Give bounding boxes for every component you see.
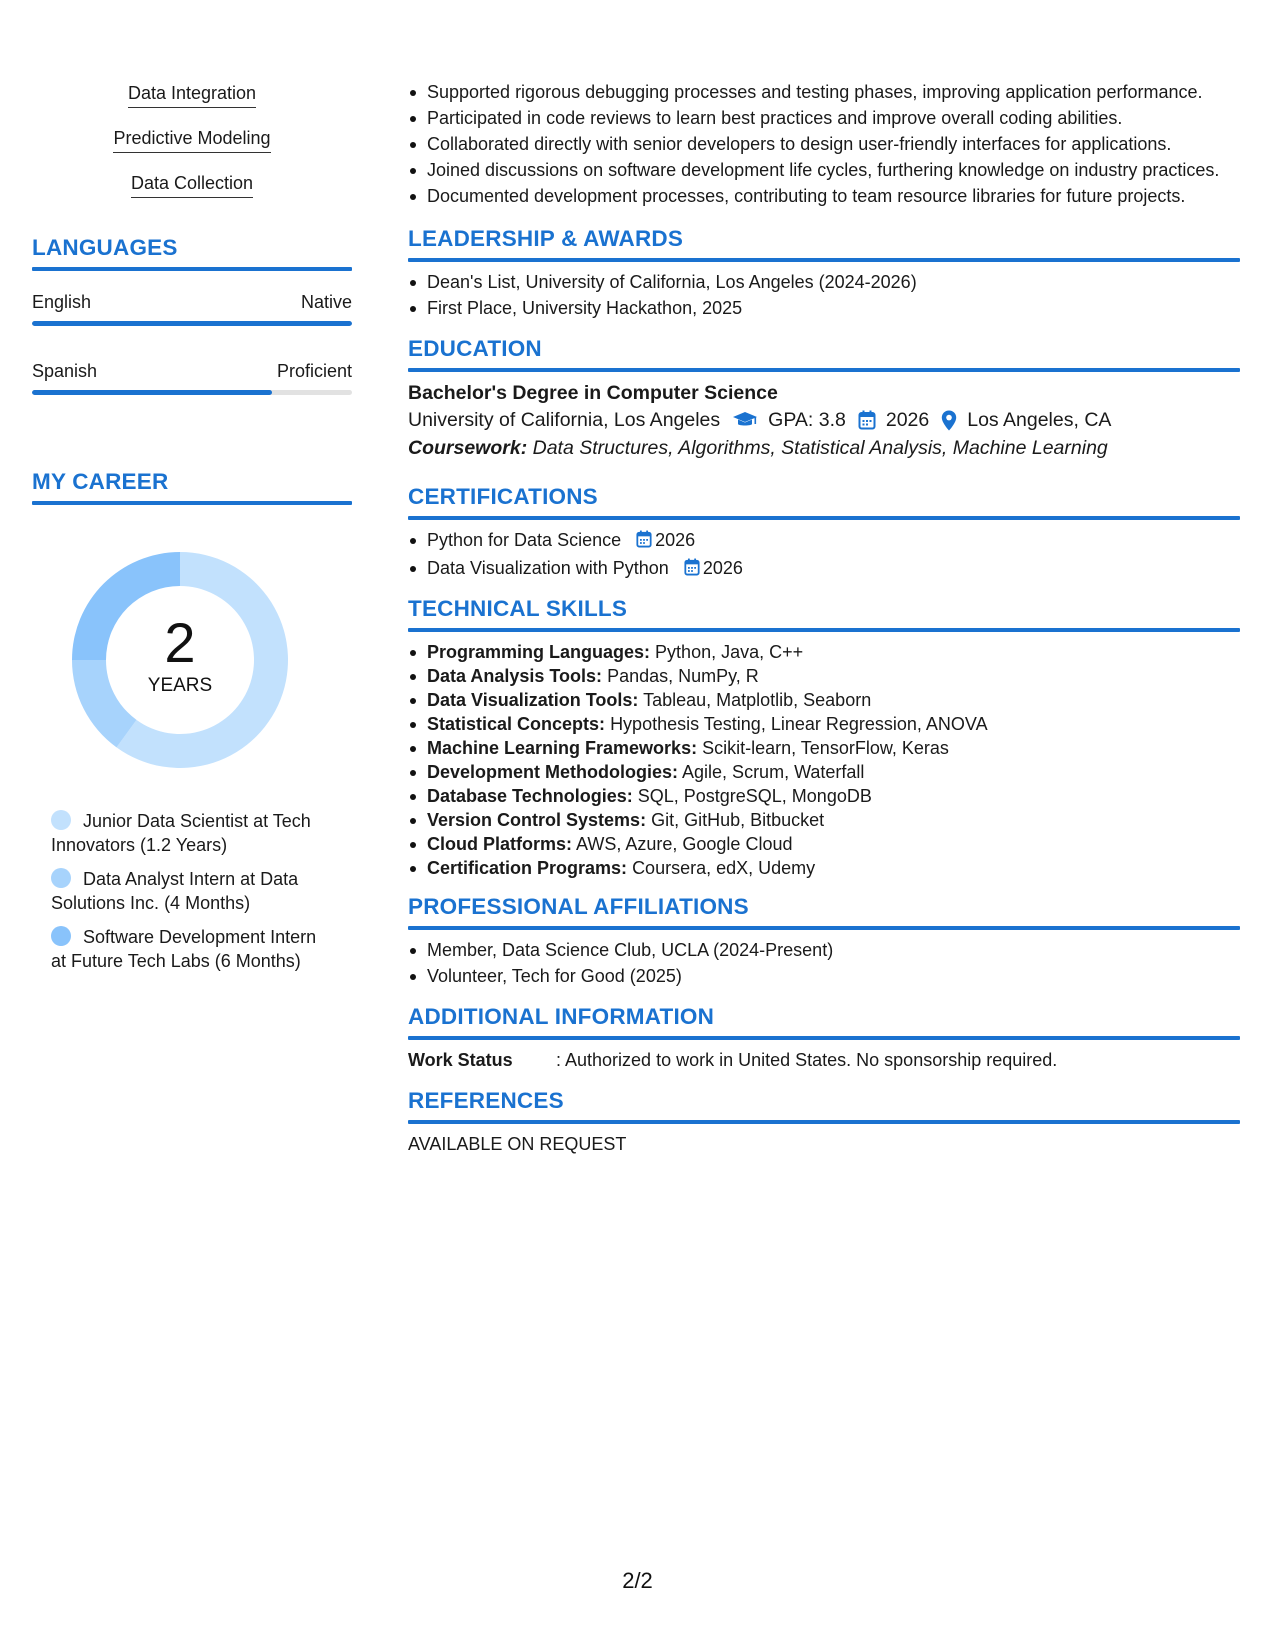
graduation-cap-icon bbox=[732, 411, 758, 429]
list-item bbox=[408, 832, 1240, 856]
section-rule bbox=[32, 267, 352, 271]
calendar-icon bbox=[858, 410, 876, 430]
work-status-row bbox=[408, 1048, 1240, 1072]
education-details bbox=[408, 406, 1240, 434]
legend-dot bbox=[51, 810, 71, 830]
career-legend-label: Data Analyst Intern at Data Solutions Inc. (4 Months) bbox=[51, 869, 299, 913]
skill-tag bbox=[32, 127, 352, 172]
leadership-list bbox=[408, 270, 1240, 320]
technical-skills-title: TECHNICAL SKILLS bbox=[408, 596, 628, 621]
skill-tag bbox=[32, 82, 352, 127]
career-legend-label: Software Development Intern at Future Tech Labs (6 Months) bbox=[51, 927, 317, 971]
section-rule bbox=[408, 258, 1240, 262]
education-location: Los Angeles, CA bbox=[967, 409, 1112, 431]
skill-values: Tableau, Matplotlib, Seaborn bbox=[643, 690, 872, 710]
certification-year: 2026 bbox=[655, 530, 696, 550]
list-item bbox=[408, 856, 1240, 880]
list-item: Supported rigorous debugging processes and testing phases, improving application performance. bbox=[408, 80, 1240, 104]
page-number: 2/2 bbox=[622, 1568, 653, 1593]
location-pin-icon bbox=[941, 410, 957, 431]
skill-values: Git, GitHub, Bitbucket bbox=[651, 810, 825, 830]
calendar-icon bbox=[684, 558, 700, 582]
career-donut-chart bbox=[65, 545, 295, 775]
education-gpa: GPA: 3.8 bbox=[768, 409, 846, 431]
skill-category: Data Visualization Tools: bbox=[427, 690, 639, 710]
list-item bbox=[408, 784, 1240, 808]
education-year: 2026 bbox=[885, 409, 930, 431]
language-bar bbox=[32, 390, 352, 395]
career-legend-label: Junior Data Scientist at Tech Innovators (1.2 Years) bbox=[51, 811, 311, 855]
list-item bbox=[408, 528, 1240, 554]
certifications-list bbox=[408, 528, 1240, 582]
list-item bbox=[408, 664, 1240, 688]
work-status-value: : Authorized to work in United States. No sponsorship required. bbox=[556, 1050, 1058, 1070]
language-name: Spanish bbox=[32, 361, 98, 381]
section-rule bbox=[408, 516, 1240, 520]
language-bar-fill bbox=[32, 390, 272, 395]
list-item: Dean's List, University of California, Los Angeles (2024-2026) bbox=[408, 270, 1240, 294]
list-item bbox=[408, 640, 1240, 664]
language-level: Proficient bbox=[276, 361, 352, 381]
additional-info-title: ADDITIONAL INFORMATION bbox=[408, 1004, 715, 1029]
skill-category: Data Analysis Tools: bbox=[427, 666, 603, 686]
affiliations-title: PROFESSIONAL AFFILIATIONS bbox=[408, 894, 749, 919]
affiliations-list bbox=[408, 938, 1240, 988]
list-item bbox=[408, 688, 1240, 712]
list-item bbox=[408, 556, 1240, 582]
section-rule bbox=[408, 1120, 1240, 1124]
certification-name: Data Visualization with Python bbox=[427, 558, 669, 578]
section-rule bbox=[408, 926, 1240, 930]
list-item bbox=[408, 736, 1240, 760]
section-rule bbox=[408, 1036, 1240, 1040]
list-item: Member, Data Science Club, UCLA (2024-Present) bbox=[408, 938, 1240, 962]
skill-values: Pandas, NumPy, R bbox=[607, 666, 759, 686]
skill-values: Hypothesis Testing, Linear Regression, ANOVA bbox=[610, 714, 988, 734]
skill-values: Agile, Scrum, Waterfall bbox=[682, 762, 865, 782]
skill-category: Version Control Systems: bbox=[427, 810, 647, 830]
language-bar bbox=[32, 321, 352, 326]
coursework-label: Coursework: bbox=[408, 437, 528, 459]
work-status-key: Work Status bbox=[408, 1050, 513, 1070]
skill-category: Database Technologies: bbox=[427, 786, 633, 806]
language-bar-fill bbox=[32, 321, 352, 326]
skill-tag-label: Data Integration bbox=[128, 82, 256, 108]
references-title: REFERENCES bbox=[408, 1088, 564, 1113]
left-column bbox=[32, 82, 352, 983]
legend-dot bbox=[51, 926, 71, 946]
leadership-title: LEADERSHIP & AWARDS bbox=[408, 226, 684, 251]
calendar-icon bbox=[636, 530, 652, 554]
education-title: EDUCATION bbox=[408, 336, 542, 361]
list-item: Volunteer, Tech for Good (2025) bbox=[408, 964, 1240, 988]
language-name: English bbox=[32, 292, 92, 312]
skill-category: Cloud Platforms: bbox=[427, 834, 573, 854]
list-item: Documented development processes, contributing to team resource libraries for future projects. bbox=[408, 184, 1240, 208]
list-item bbox=[408, 712, 1240, 736]
list-item: Collaborated directly with senior developers to design user-friendly interfaces for applications. bbox=[408, 132, 1240, 156]
section-rule bbox=[408, 628, 1240, 632]
skill-tag-label: Predictive Modeling bbox=[113, 127, 270, 153]
right-column bbox=[408, 80, 1240, 1156]
career-legend-item bbox=[32, 925, 322, 973]
skill-category: Development Methodologies: bbox=[427, 762, 679, 782]
career-legend-item bbox=[32, 867, 322, 915]
certification-name: Python for Data Science bbox=[427, 530, 622, 550]
section-rule bbox=[408, 368, 1240, 372]
skill-tag bbox=[32, 172, 352, 217]
skill-tag-label: Data Collection bbox=[131, 172, 253, 198]
language-item bbox=[32, 291, 352, 326]
skill-values: Python, Java, C++ bbox=[655, 642, 804, 662]
career-total-value: 2 bbox=[164, 611, 196, 674]
skill-values: SQL, PostgreSQL, MongoDB bbox=[637, 786, 872, 806]
technical-skills-list bbox=[408, 640, 1240, 880]
experience-bullets bbox=[408, 80, 1240, 208]
language-item bbox=[32, 360, 352, 395]
language-level: Native bbox=[300, 292, 352, 312]
skill-category: Statistical Concepts: bbox=[427, 714, 606, 734]
education-degree: Bachelor's Degree in Computer Science bbox=[408, 382, 778, 404]
education-coursework bbox=[408, 434, 1240, 462]
education-school: University of California, Los Angeles bbox=[408, 409, 721, 431]
skill-values: AWS, Azure, Google Cloud bbox=[576, 834, 793, 854]
list-item: First Place, University Hackathon, 2025 bbox=[408, 296, 1240, 320]
references-text: AVAILABLE ON REQUEST bbox=[408, 1134, 627, 1154]
list-item: Joined discussions on software development life cycles, furthering knowledge on industry practices. bbox=[408, 158, 1240, 182]
career-total-unit: YEARS bbox=[147, 675, 213, 696]
certifications-title: CERTIFICATIONS bbox=[408, 484, 598, 509]
skill-category: Machine Learning Frameworks: bbox=[427, 738, 698, 758]
skill-category: Programming Languages: bbox=[427, 642, 651, 662]
skill-values: Scikit-learn, TensorFlow, Keras bbox=[702, 738, 949, 758]
career-title: MY CAREER bbox=[32, 469, 169, 494]
legend-dot bbox=[51, 868, 71, 888]
coursework-value: Data Structures, Algorithms, Statistical Analysis, Machine Learning bbox=[532, 437, 1108, 459]
donut-center bbox=[65, 545, 295, 775]
skill-values: Coursera, edX, Udemy bbox=[632, 858, 816, 878]
list-item: Participated in code reviews to learn best practices and improve overall coding abilities. bbox=[408, 106, 1240, 130]
certification-year: 2026 bbox=[702, 558, 743, 578]
list-item bbox=[408, 808, 1240, 832]
skill-category: Certification Programs: bbox=[427, 858, 628, 878]
languages-title: LANGUAGES bbox=[32, 235, 178, 260]
career-legend-item bbox=[32, 809, 322, 857]
list-item bbox=[408, 760, 1240, 784]
